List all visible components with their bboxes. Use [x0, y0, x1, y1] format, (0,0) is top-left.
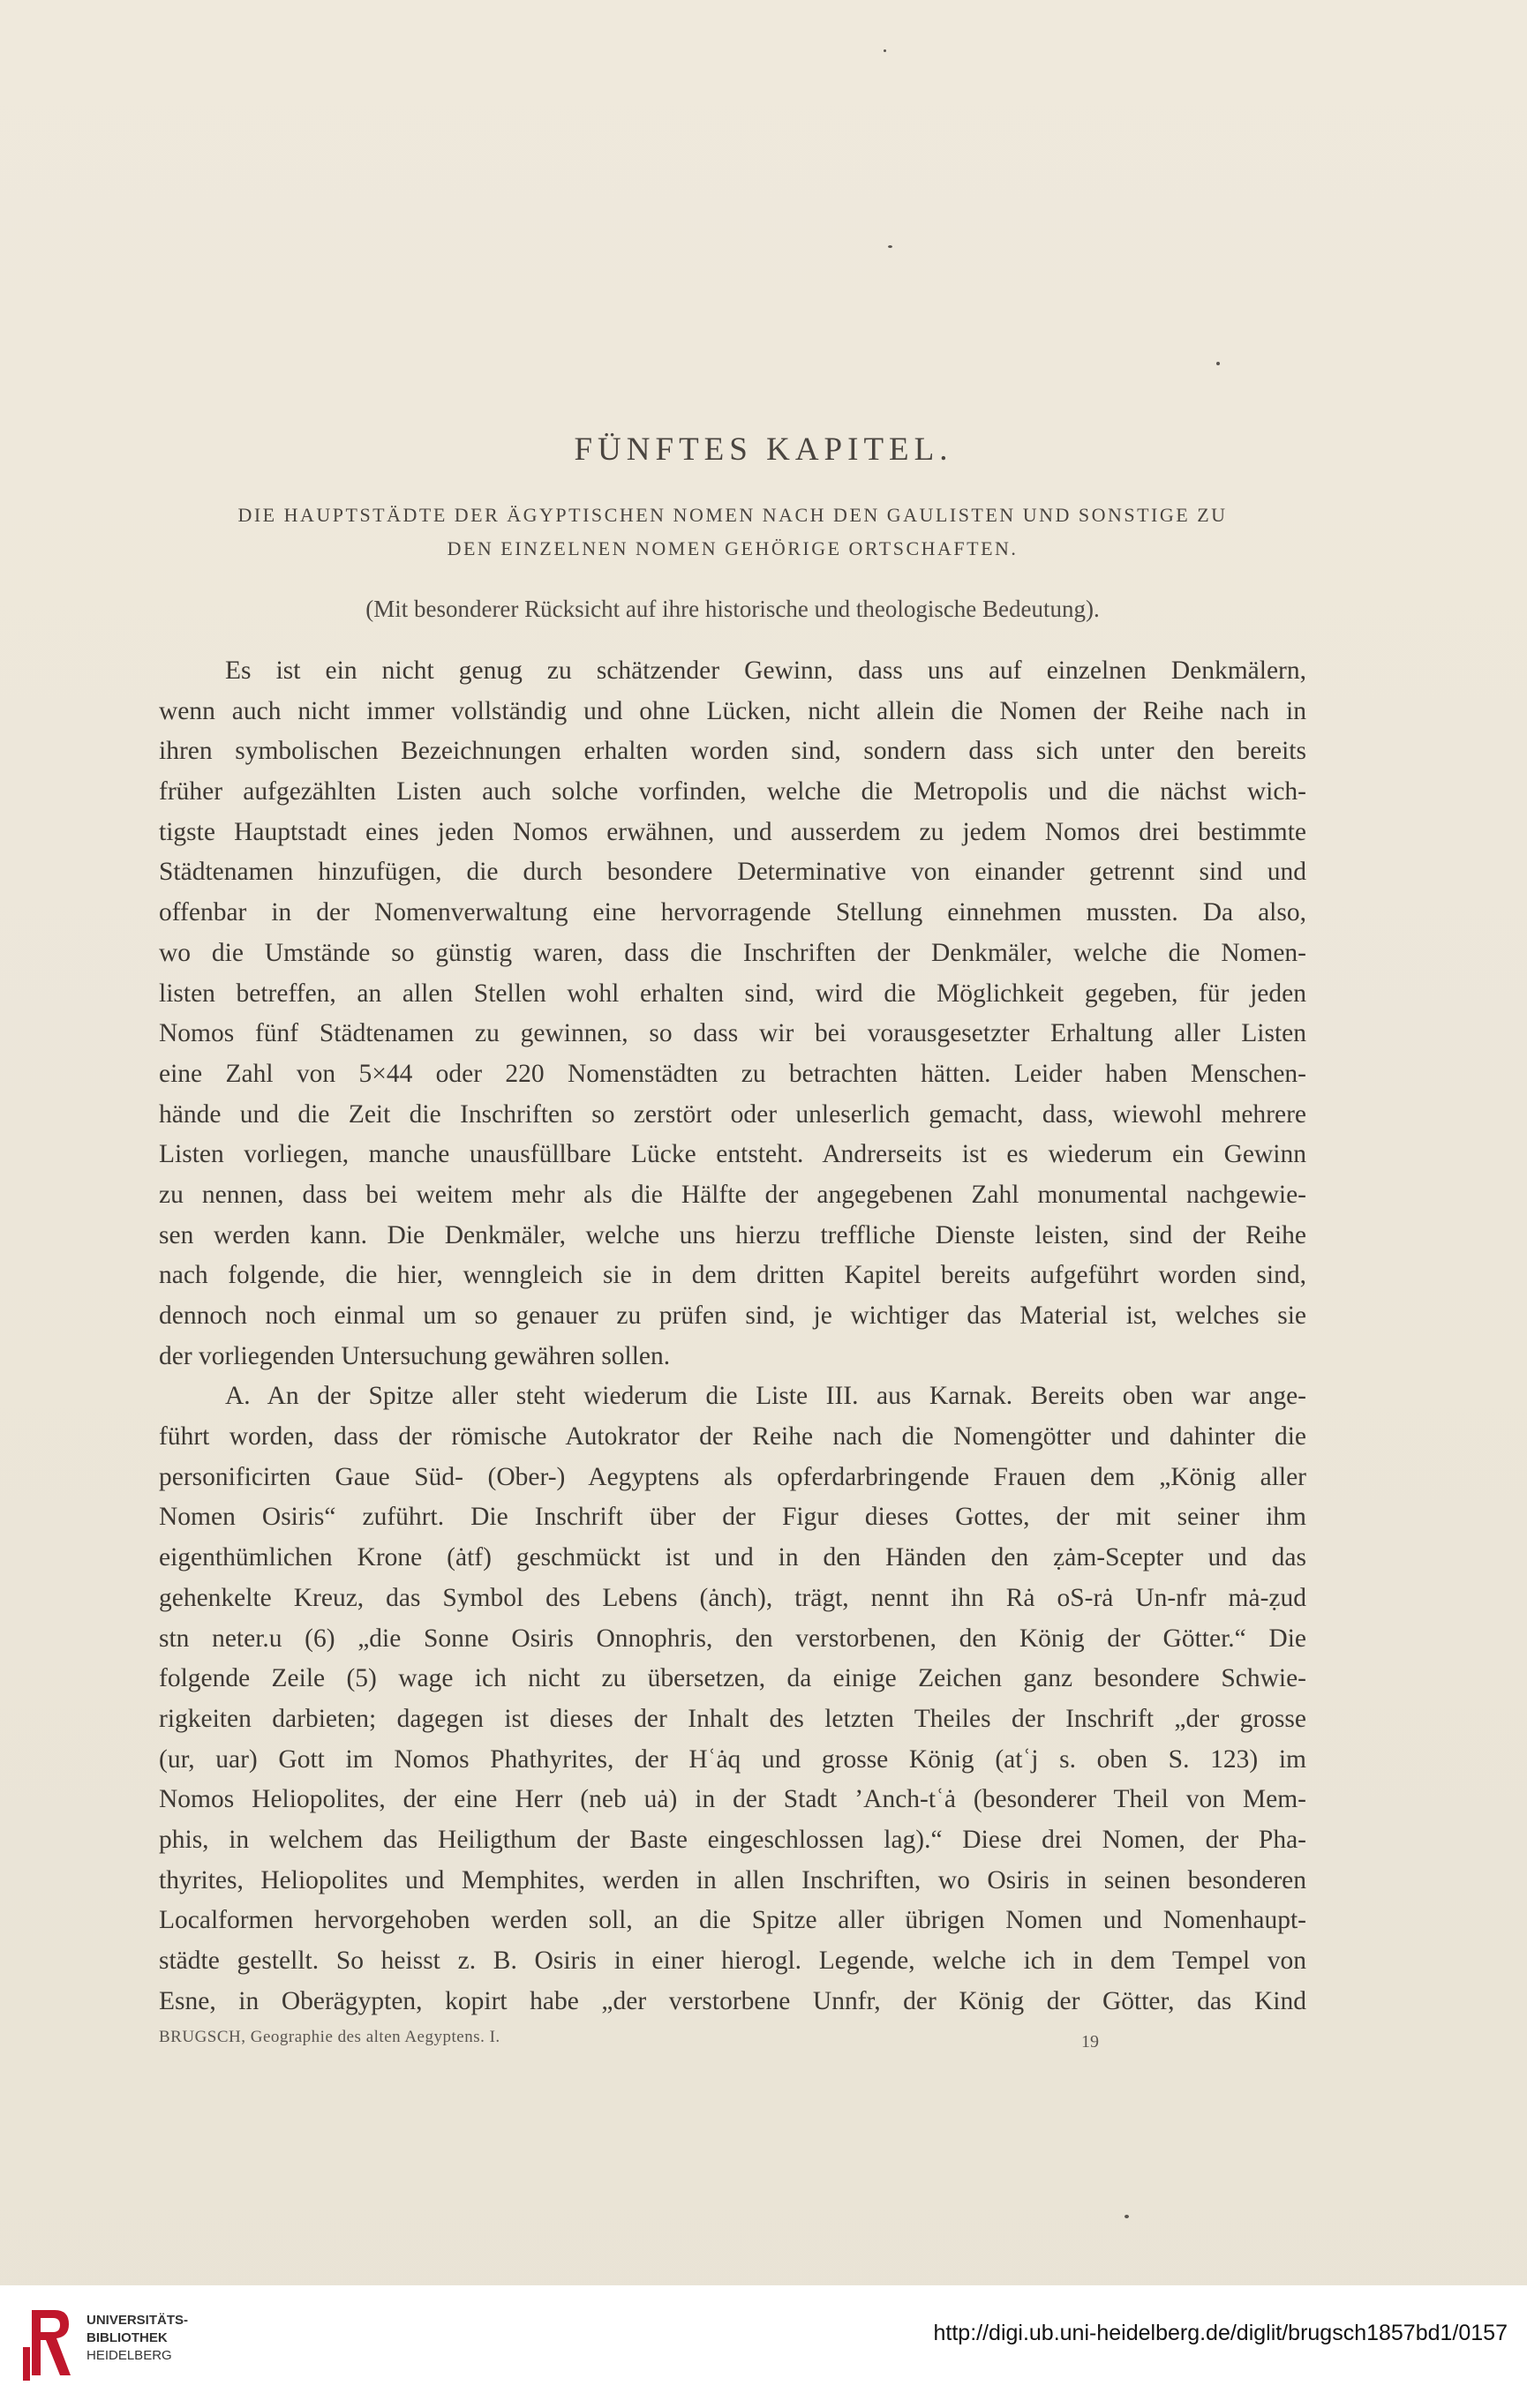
body-text: [159, 651, 1306, 2022]
text-line: stn neter.u (6) „die Sonne Osiris Onnophris, den verstorbenen, den König der Götter.“ Die: [159, 1624, 1306, 1653]
library-name: UNIVERSITÄTS- BIBLIOTHEK HEIDELBERG: [87, 2313, 189, 2363]
text-line: Nomos Heliopolites, der eine Herr (neb uȧ) in der Stadt ’Anch-tʿȧ (besonderer Theil von Mem-: [159, 1785, 1306, 1814]
text-line: dennoch noch einmal um so genauer zu prüfen sind, je wichtiger das Material ist, welches sie: [159, 1302, 1306, 1330]
text-line: phis, in welchem das Heiligthum der Baste eingeschlossen lag).“ Diese drei Nomen, der Pha-: [159, 1825, 1306, 1854]
text-line: führt worden, dass der römische Autokrator der Reihe nach die Nomengötter und dahinter die: [159, 1422, 1306, 1452]
text-line: zu nennen, dass bei weitem mehr als die Hälfte der angegebenen Zahl monumental nachgewie-: [159, 1180, 1306, 1209]
ink-speck: [884, 49, 886, 52]
text-line: Nomen Osiris“ zuführt. Die Inschrift über der Figur dieses Gottes, der mit seiner ihm: [159, 1503, 1306, 1532]
text-line: gehenkelte Kreuz, das Symbol des Lebens (ȧnch), trägt, nennt ihn Rȧ oS-rȧ Un-nfr mȧ-ẓud: [159, 1583, 1306, 1612]
ink-speck: [1125, 2215, 1129, 2218]
chapter-subtitle: [159, 499, 1306, 566]
running-footer: BRUGSCH, Geographie des alten Aegyptens. I.: [159, 2028, 500, 2046]
viewer-footer-bar: [0, 2285, 1527, 2408]
text-line: wo die Umstände so günstig waren, dass die Inschriften der Denkmäler, welche die Nomen-: [159, 938, 1306, 967]
text-line: personificirten Gaue Süd- (Ober-) Aegyptens als opferdarbringende Frauen dem „König aller: [159, 1462, 1306, 1491]
subtitle-line: DEN EINZELNEN NOMEN GEHÖRIGE ORTSCHAFTEN.: [447, 537, 1019, 559]
signature-mark: 19: [1081, 2032, 1099, 2052]
text-line: rigkeiten darbieten; dagegen ist dieses der Inhalt des letzten Theiles der Inschrift „der grosse: [159, 1704, 1306, 1733]
text-line: (ur, uar) Gott im Nomos Phathyrites, der Hʿȧq und grosse König (atʿj s. oben S. 123) im: [159, 1744, 1306, 1774]
text-line: Es ist ein nicht genug zu schätzender Gewinn, dass uns auf einzelnen Denkmälern,: [225, 656, 1306, 685]
text-line: sen werden kann. Die Denkmäler, welche uns hierzu treffliche Dienste leisten, sind der Reihe: [159, 1220, 1306, 1249]
text-line: tigste Hauptstadt eines jeden Nomos erwähnen, und ausserdem zu jedem Nomos drei bestimmte: [159, 817, 1306, 846]
ink-speck: [1216, 362, 1220, 365]
text-line: offenbar in der Nomenverwaltung eine hervorragende Stellung einnehmen mussten. Da also,: [159, 898, 1306, 927]
text-line: früher aufgezählten Listen auch solche vorfinden, welche die Metropolis und die nächst wich-: [159, 777, 1306, 806]
library-logo-icon: [19, 2303, 78, 2382]
text-line: Städtenamen hinzufügen, die durch besondere Determinative von einander getrennt sind und: [159, 858, 1306, 887]
page-url-link[interactable]: http://digi.ub.uni-heidelberg.de/diglit/brugsch1857bd1/0157: [933, 2321, 1508, 2345]
text-line: ihren symbolischen Bezeichnungen erhalten worden sind, sondern dass sich unter den bereits: [159, 737, 1306, 766]
text-line: wenn auch nicht immer vollständig und ohne Lücken, nicht allein die Nomen der Reihe nach in: [159, 696, 1306, 725]
text-line: eigenthümlichen Krone (ȧtf) geschmückt ist und in den Händen den ẓȧm-Scepter und das: [159, 1543, 1306, 1572]
text-line: Localformen hervorgehoben werden soll, an die Spitze aller übrigen Nomen und Nomenhaupt-: [159, 1906, 1306, 1935]
text-line: nach folgende, die hier, wenngleich sie in dem dritten Kapitel bereits aufgeführt worden sind,: [159, 1261, 1306, 1290]
text-line: der vorliegenden Untersuchung gewähren sollen.: [159, 1341, 671, 1370]
chapter-subnote: (Mit besonderer Rücksicht auf ihre historische und theologische Bedeutung).: [365, 596, 1100, 622]
text-line: eine Zahl von 5×44 oder 220 Nomenstädten zu betrachten hätten. Leider haben Menschen-: [159, 1059, 1306, 1088]
text-line: Listen vorliegen, manche unausfüllbare Lücke entsteht. Andrerseits ist es wiederum ein Gewinn: [159, 1140, 1306, 1169]
text-line: städte gestellt. So heisst z. B. Osiris in einer hierogl. Legende, welche ich in dem Tempel von: [159, 1947, 1306, 1975]
text-line: A. An der Spitze aller steht wiederum die Liste III. aus Karnak. Bereits oben war ange-: [225, 1382, 1306, 1411]
ink-speck: [888, 245, 892, 248]
text-line: thyrites, Heliopolites und Memphites, werden in allen Inschriften, wo Osiris in seinen besonderen: [159, 1865, 1306, 1894]
text-line: Esne, in Oberägypten, kopirt habe „der verstorbene Unnfr, der König der Götter, das Kind: [159, 1986, 1306, 2015]
text-line: hände und die Zeit die Inschriften so zerstört oder unleserlich gemacht, dass, wiewohl mehrere: [159, 1099, 1306, 1129]
chapter-title: FÜNFTES KAPITEL.: [574, 431, 953, 468]
subtitle-line: DIE HAUPTSTÄDTE DER ÄGYPTISCHEN NOMEN NACH DEN GAULISTEN UND SONSTIGE ZU: [237, 504, 1228, 526]
text-line: folgende Zeile (5) wage ich nicht zu übersetzen, da einige Zeichen ganz besondere Schwie-: [159, 1664, 1306, 1693]
text-line: Nomos fünf Städtenamen zu gewinnen, so dass wir bei vorausgesetzter Erhaltung aller Listen: [159, 1019, 1306, 1048]
text-line: listen betreffen, an allen Stellen wohl erhalten sind, wird die Möglichkeit gegeben, für jeden: [159, 979, 1306, 1008]
